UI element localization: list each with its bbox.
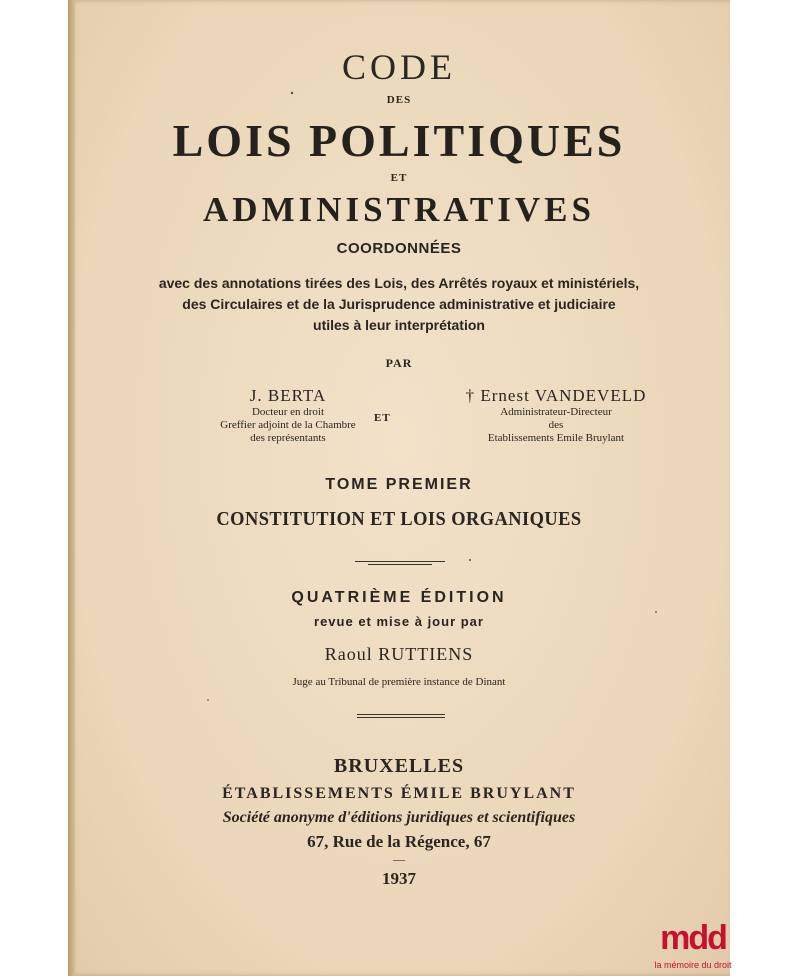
- title-des: DES: [386, 94, 412, 106]
- author-left-line: des représentants: [250, 432, 326, 444]
- annotation-line: avec des annotations tirées des Lois, des Arrêtés royaux et ministériels,: [158, 275, 640, 291]
- title-sub: ADMINISTRATIVES: [203, 190, 595, 229]
- author-left: [188, 386, 388, 445]
- divider: [357, 714, 445, 715]
- author-right-name: † Ernest VANDEVELD: [465, 386, 647, 405]
- city: BRUXELLES: [333, 755, 465, 777]
- divider: [368, 564, 432, 565]
- title-et: ET: [390, 172, 408, 184]
- author-left-line: Greffier adjoint de la Chambre: [220, 419, 356, 431]
- publication-year: 1937: [382, 869, 416, 888]
- publisher-description: Société anonyme d'éditions juridiques et scientifiques: [222, 809, 576, 826]
- authors-et: ET: [374, 412, 391, 424]
- tome-label: TOME PREMIER: [325, 476, 473, 493]
- reviser-title: Juge au Tribunal de première instance de Dinant: [292, 676, 506, 688]
- author-right: [436, 386, 676, 445]
- annotation-line: utiles à leur interprétation: [313, 317, 485, 333]
- book-page: [68, 0, 730, 976]
- edition-label: QUATRIÈME ÉDITION: [291, 589, 507, 606]
- publisher: ÉTABLISSEMENTS ÉMILE BRUYLANT: [222, 785, 576, 802]
- title-code: CODE: [342, 47, 456, 87]
- author-right-line: Administrateur-Directeur: [500, 406, 612, 418]
- coordonnees-label: COORDONNÉES: [336, 240, 462, 257]
- author-right-line: des: [548, 419, 564, 431]
- watermark-logo-text: mdd: [660, 919, 726, 957]
- divider: [355, 561, 445, 562]
- watermark-logo: [655, 920, 731, 976]
- annotation-line: des Circulaires et de la Jurisprudence administrative et judiciaire: [182, 296, 616, 312]
- year-dash: —: [393, 852, 405, 866]
- author-left-line: Docteur en droit: [251, 406, 325, 418]
- divider: [357, 717, 445, 718]
- watermark-tagline: la mémoire du droit: [654, 960, 732, 970]
- reviser-name: Raoul RUTTIENS: [324, 644, 474, 664]
- author-left-name: J. BERTA: [249, 386, 327, 405]
- par-label: PAR: [385, 356, 413, 370]
- volume-title: CONSTITUTION ET LOIS ORGANIQUES: [216, 508, 582, 530]
- publisher-address: 67, Rue de la Régence, 67: [307, 832, 491, 851]
- revised-label: revue et mise à jour par: [314, 614, 484, 629]
- title-main: LOIS POLITIQUES: [172, 115, 626, 166]
- author-right-line: Etablissements Emile Bruylant: [487, 432, 625, 444]
